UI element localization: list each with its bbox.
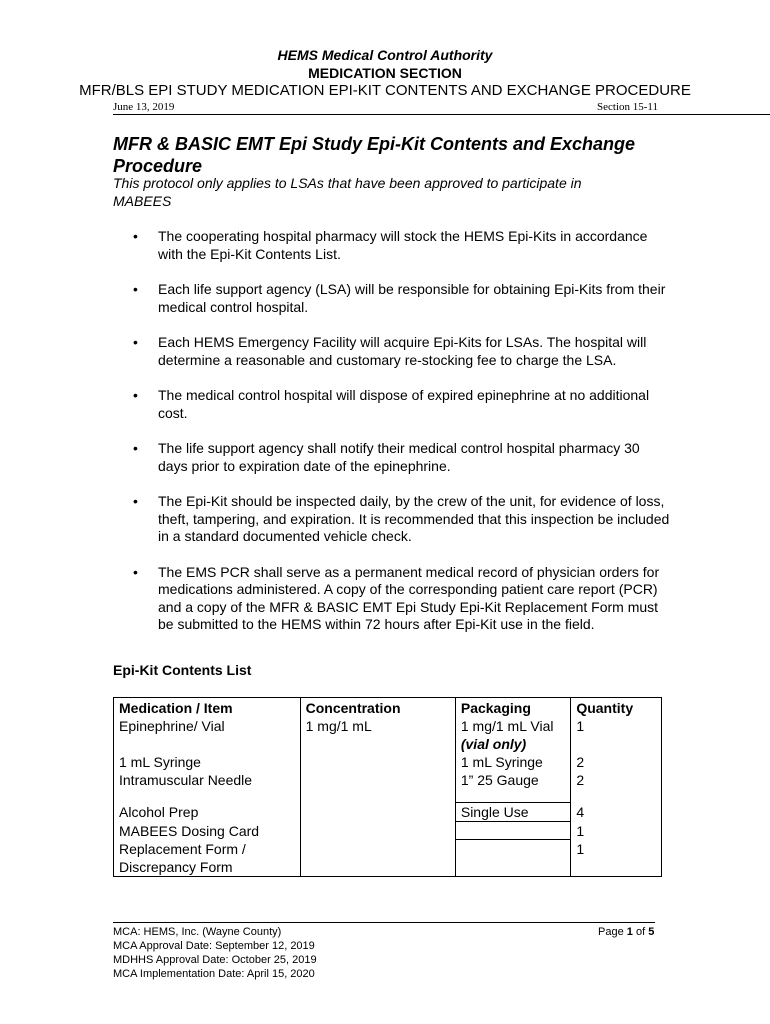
section-number: Section 15-11 [597, 101, 658, 113]
page-number [598, 925, 654, 939]
bullet-text: Each life support agency (LSA) will be responsible for obtaining Epi-Kits from their medical control hospital. [158, 281, 666, 315]
procedure-bullet-list [113, 228, 673, 652]
table-cell [455, 840, 570, 858]
bullet-item [113, 440, 673, 475]
epi-kit-contents-table [113, 697, 662, 877]
table-cell [300, 735, 455, 753]
page-label: Page [598, 926, 624, 938]
page-current: 1 [626, 926, 633, 938]
organization-heading: HEMS Medical Control Authority [277, 47, 493, 63]
bullet-text: The Epi-Kit should be inspected daily, by the crew of the unit, for evidence of loss, theft, tampering, and expiration. It is recommended that this inspection be included in a standard documented vehicle check. [158, 493, 670, 544]
column-header: Packaging [455, 698, 570, 718]
table-cell [300, 822, 455, 840]
table-cell: 1 [571, 717, 662, 735]
table-cell: Epinephrine/ Vial [114, 717, 301, 735]
table-cell [300, 753, 455, 771]
procedure-heading: MFR/BLS EPI STUDY MEDICATION EPI-KIT CONTENTS AND EXCHANGE PROCEDURE [79, 82, 691, 99]
bullet-item [113, 228, 673, 263]
table-cell: 1” 25 Gauge [455, 771, 570, 789]
page-of: of [635, 926, 646, 938]
table-spacer-row [114, 789, 662, 803]
document-subtitle: This protocol only applies to LSAs that have been approved to participate in MABEES [113, 175, 582, 209]
bullet-item [113, 564, 673, 634]
table-row [114, 840, 662, 858]
document-title: MFR & BASIC EMT Epi Study Epi-Kit Contents and Exchange Procedure [113, 134, 636, 176]
bullet-icon: • [133, 563, 138, 580]
bullet-icon: • [133, 281, 138, 297]
table-cell [455, 735, 570, 753]
bullet-icon: • [133, 228, 138, 244]
date-line [113, 101, 770, 115]
table-cell: 1 mg/1 mL [300, 717, 455, 735]
vial-only-note: (vial only) [460, 736, 527, 752]
table-cell [455, 822, 570, 840]
table-cell [455, 858, 570, 877]
table-header-row [114, 698, 662, 718]
table-cell [300, 840, 455, 858]
bullet-icon: • [133, 440, 138, 456]
table-cell: 1 mg/1 mL Vial [455, 717, 570, 735]
table-cell: Single Use [455, 803, 570, 822]
table-cell: 1 [571, 822, 662, 840]
bullet-icon: • [133, 493, 138, 509]
contents-list-heading: Epi-Kit Contents List [113, 662, 252, 678]
table-cell: Alcohol Prep [114, 803, 301, 822]
footer-line: MCA: HEMS, Inc. (Wayne County) [113, 926, 282, 938]
table-cell [114, 735, 301, 753]
bullet-text: The life support agency shall notify their medical control hospital pharmacy 30 days prior to expiration date of the epinephrine. [158, 440, 640, 474]
table-row [114, 858, 662, 877]
column-header: Medication / Item [114, 698, 301, 718]
table-row [114, 717, 662, 735]
footer-approval-info [113, 925, 317, 981]
bullet-text: The medical control hospital will dispose of expired epinephrine at no additional cost. [158, 387, 650, 421]
bullet-item [113, 334, 673, 369]
table-cell: MABEES Dosing Card [114, 822, 301, 840]
table-cell [300, 771, 455, 789]
footer-line: MCA Approval Date: September 12, 2019 [113, 940, 315, 952]
footer-divider [113, 922, 655, 923]
table-row [114, 822, 662, 840]
page-total: 5 [648, 926, 655, 938]
footer-line: MCA Implementation Date: April 15, 2020 [113, 968, 315, 980]
table-cell: 2 [571, 753, 662, 771]
footer-line: MDHHS Approval Date: October 25, 2019 [113, 954, 317, 966]
table-cell: Intramuscular Needle [114, 771, 301, 789]
bullet-item [113, 281, 673, 316]
bullet-item [113, 387, 673, 422]
section-heading: MEDICATION SECTION [308, 65, 462, 81]
table-cell: 1 mL Syringe [455, 753, 570, 771]
document-date: June 13, 2019 [113, 101, 175, 113]
table-cell: 1 mL Syringe [114, 753, 301, 771]
bullet-text: The cooperating hospital pharmacy will stock the HEMS Epi-Kits in accordance with the Epi-Kit Contents List. [158, 228, 648, 262]
table-cell: Replacement Form / [114, 840, 301, 858]
table-cell [300, 803, 455, 822]
table-cell: 2 [571, 771, 662, 789]
table-row [114, 735, 662, 753]
table-cell [300, 858, 455, 877]
bullet-item [113, 493, 673, 546]
table-cell [571, 858, 662, 877]
table-row [114, 771, 662, 789]
bullet-text: The EMS PCR shall serve as a permanent medical record of physician orders for medications administered. A copy of the corresponding patient care report (PCR) and a copy of the MFR & BASIC EMT Epi Study Epi-Kit Replacement Form must be submitted to the HEMS within 72 hours after Epi-Kit use in the field. [158, 563, 660, 632]
table-cell: 1 [571, 840, 662, 858]
bullet-icon: • [133, 334, 138, 350]
table-cell: 4 [571, 803, 662, 822]
bullet-icon: • [133, 387, 138, 403]
table-cell [571, 735, 662, 753]
column-header: Quantity [571, 698, 662, 718]
table-row [114, 753, 662, 771]
table-row [114, 803, 662, 822]
table-cell: Discrepancy Form [114, 858, 301, 877]
column-header: Concentration [300, 698, 455, 718]
bullet-text: Each HEMS Emergency Facility will acquire Epi-Kits for LSAs. The hospital will determine a reasonable and customary re-stocking fee to charge the LSA. [158, 334, 647, 368]
